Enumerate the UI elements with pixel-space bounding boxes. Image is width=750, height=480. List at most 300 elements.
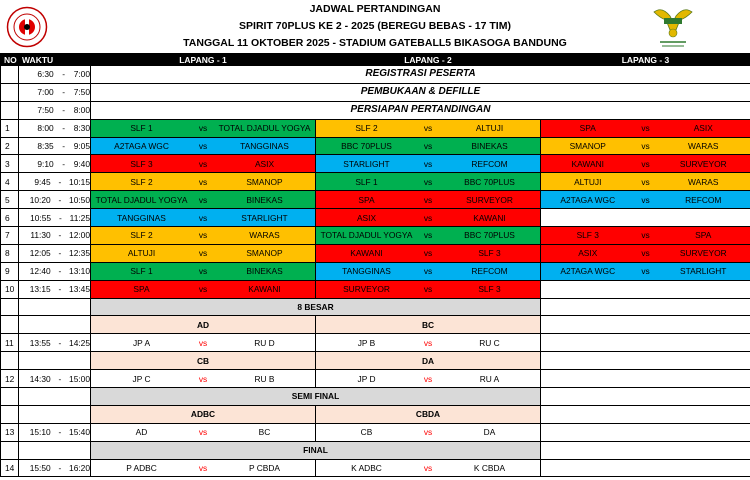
- team-a: ALTUJI: [574, 176, 602, 187]
- time-start: 8:35: [37, 141, 54, 151]
- time-end: 11:25: [69, 212, 90, 223]
- time-start: 14:30: [29, 373, 51, 384]
- row-number: 14: [1, 459, 19, 477]
- team-a: SLF 3: [576, 230, 599, 241]
- match-cell: [91, 262, 316, 280]
- team-a: ASIX: [578, 248, 598, 259]
- match-cell: [316, 227, 541, 245]
- time-cell: [19, 155, 91, 173]
- time-start: 12:40: [29, 266, 51, 277]
- bikasoga-logo: [650, 2, 696, 50]
- event-row: [1, 101, 750, 119]
- empty-cell: [541, 370, 750, 388]
- time-cell: [19, 262, 91, 280]
- time-dash: -: [58, 373, 62, 384]
- team-b: P CBDA: [248, 463, 281, 474]
- team-a: CB: [360, 427, 373, 438]
- team-a: SPA: [579, 123, 596, 134]
- time-start: 11:30: [30, 230, 51, 241]
- team-a: SLF 1: [355, 176, 378, 187]
- time-cell: [19, 173, 91, 191]
- title-line-1: JADWAL PERTANDINGAN: [309, 3, 441, 15]
- team-b: ASIX: [693, 123, 713, 134]
- time-end: 8:30: [73, 123, 90, 134]
- match-row: [1, 119, 750, 137]
- row-number: [1, 298, 19, 316]
- match-cell: [91, 119, 316, 137]
- time-end: 10:50: [69, 194, 90, 205]
- row-number: 2: [1, 137, 19, 155]
- event-label: PEMBUKAAN & DEFILLE: [91, 83, 750, 101]
- team-a: K ADBC: [351, 463, 382, 474]
- col-header-no: NO: [1, 54, 19, 66]
- time-start: 6:30: [37, 69, 54, 80]
- event-label: PERSIAPAN PERTANDINGAN: [91, 101, 750, 119]
- vs-label: vs: [641, 230, 650, 241]
- time-start: 10:55: [30, 212, 52, 223]
- time-start: 7:00: [37, 87, 54, 98]
- match-cell: [541, 191, 750, 209]
- vs-label: vs: [198, 212, 208, 223]
- team-a: BBC 70PLUS: [341, 141, 392, 151]
- match-cell: [316, 244, 541, 262]
- vs-label: vs: [423, 158, 433, 169]
- vs-label: vs: [198, 141, 208, 151]
- match-cell: [316, 119, 541, 137]
- round-label: SEMI FINAL: [91, 388, 541, 406]
- vs-label: vs: [641, 266, 650, 277]
- team-a: P ADBC: [126, 463, 157, 474]
- team-b: SPA: [695, 230, 712, 241]
- team-a: JP D: [357, 373, 376, 384]
- row-number: [1, 101, 19, 119]
- team-b: SLF 3: [478, 284, 501, 295]
- time-cell: [19, 388, 91, 406]
- time-end: 15:00: [69, 373, 90, 384]
- team-a: AD: [135, 427, 148, 438]
- knockout-row: [1, 459, 750, 477]
- team-a: TANGGINAS: [117, 212, 166, 223]
- col-header-waktu: WAKTU: [19, 54, 91, 66]
- row-number: [1, 388, 19, 406]
- title-line-2: SPIRIT 70PLUS KE 2 - 2025 (BEREGU BEBAS - 17 TIM): [239, 20, 511, 32]
- row-number: 6: [1, 209, 19, 227]
- time-dash: -: [58, 176, 62, 187]
- time-start: 12:05: [29, 248, 51, 259]
- team-b: TANGGINAS: [240, 141, 289, 151]
- time-cell: [19, 227, 91, 245]
- time-end: 7:00: [73, 69, 90, 80]
- time-cell: [19, 83, 91, 101]
- time-cell: [19, 66, 91, 84]
- time-cell: [19, 334, 91, 352]
- col-header-lapang-1: LAPANG - 1: [91, 54, 316, 66]
- time-start: 8:00: [37, 123, 54, 134]
- team-a: SURVEYOR: [343, 284, 390, 295]
- team-b: REFCOM: [685, 194, 722, 205]
- round-label: 8 BESAR: [91, 298, 541, 316]
- row-number: 7: [1, 227, 19, 245]
- match-row: [1, 262, 750, 280]
- event-label: REGISTRASI PESERTA: [91, 66, 750, 84]
- team-b: BINEKAS: [471, 141, 508, 151]
- vs-label: vs: [641, 123, 650, 134]
- vs-label: vs: [641, 158, 650, 169]
- vs-label: vs: [198, 427, 208, 438]
- time-end: 12:35: [69, 248, 90, 259]
- time-cell: [19, 441, 91, 459]
- vs-label: vs: [423, 123, 433, 134]
- team-a: TOTAL DJADUL YOGYA: [95, 194, 188, 205]
- match-cell: [91, 209, 316, 227]
- team-b: WARAS: [688, 176, 719, 187]
- match-row: [1, 209, 750, 227]
- team-a: ALTUJI: [127, 248, 156, 259]
- time-start: 13:15: [29, 284, 51, 295]
- team-b: RU C: [479, 337, 500, 348]
- vs-label: vs: [423, 463, 433, 474]
- team-b: REFCOM: [471, 158, 508, 169]
- team-b: WARAS: [249, 230, 280, 241]
- time-cell: [19, 209, 91, 227]
- row-number: 5: [1, 191, 19, 209]
- vs-label: vs: [198, 158, 208, 169]
- bracket-label: CBDA: [316, 405, 541, 423]
- time-start: 7:50: [37, 105, 54, 116]
- vs-label: vs: [198, 248, 208, 259]
- time-end: 10:15: [69, 176, 90, 187]
- match-cell: [316, 280, 541, 298]
- team-a: A2TAGA WGC: [114, 141, 169, 151]
- team-a: SPA: [358, 194, 375, 205]
- team-b: STARLIGHT: [680, 266, 727, 277]
- match-cell: [541, 280, 750, 298]
- team-b: DA: [483, 427, 496, 438]
- match-row: [1, 155, 750, 173]
- team-b: REFCOM: [471, 266, 508, 277]
- team-b: BINEKAS: [246, 194, 283, 205]
- vs-label: vs: [423, 248, 433, 259]
- team-b: STARLIGHT: [241, 212, 288, 223]
- vs-label: vs: [423, 337, 433, 348]
- vs-label: vs: [423, 284, 433, 295]
- schedule-table: [0, 53, 750, 477]
- knockout-row: [1, 370, 750, 388]
- team-a: SMANOP: [569, 141, 606, 151]
- match-cell: [541, 155, 750, 173]
- time-cell: [19, 298, 91, 316]
- team-b: RU D: [254, 337, 275, 348]
- vs-label: vs: [423, 266, 433, 277]
- empty-cell: [541, 316, 750, 334]
- time-dash: -: [58, 337, 62, 348]
- match-cell: [541, 119, 750, 137]
- match-row: [1, 137, 750, 155]
- time-end: 9:40: [73, 158, 90, 169]
- time-dash: -: [58, 248, 62, 259]
- time-cell: [19, 405, 91, 423]
- vs-label: vs: [423, 427, 433, 438]
- team-b: SMANOP: [246, 176, 283, 187]
- time-cell: [19, 280, 91, 298]
- time-cell: [19, 459, 91, 477]
- bracket-label: DA: [316, 352, 541, 370]
- time-start: 15:10: [29, 427, 51, 438]
- empty-cell: [541, 388, 750, 406]
- document-header: [0, 0, 750, 53]
- match-cell: [316, 370, 541, 388]
- match-cell: [316, 423, 541, 441]
- team-a: SLF 1: [130, 266, 153, 277]
- match-cell: [91, 334, 316, 352]
- bracket-label: AD: [91, 316, 316, 334]
- vs-label: vs: [198, 123, 208, 134]
- row-number: 12: [1, 370, 19, 388]
- knockout-row: [1, 423, 750, 441]
- match-cell: [91, 227, 316, 245]
- team-a: SPA: [133, 284, 150, 295]
- col-header-lapang-3: LAPANG - 3: [541, 54, 750, 66]
- vs-label: vs: [198, 284, 208, 295]
- vs-label: vs: [198, 266, 208, 277]
- match-cell: [91, 459, 316, 477]
- time-end: 14:25: [69, 337, 90, 348]
- time-end: 12:00: [69, 230, 90, 241]
- pergatsi-logo: [6, 6, 48, 48]
- time-end: 9:05: [73, 141, 90, 151]
- match-cell: [91, 370, 316, 388]
- team-b: SURVEYOR: [466, 194, 513, 205]
- time-dash: -: [58, 212, 62, 223]
- match-cell: [541, 262, 750, 280]
- vs-label: vs: [198, 337, 208, 348]
- team-b: ASIX: [254, 158, 275, 169]
- team-a: JP A: [132, 337, 151, 348]
- team-b: ALTUJI: [475, 123, 504, 134]
- match-cell: [316, 262, 541, 280]
- match-cell: [91, 191, 316, 209]
- row-number: 1: [1, 119, 19, 137]
- match-cell: [316, 173, 541, 191]
- team-b: RU B: [254, 373, 275, 384]
- match-cell: [316, 459, 541, 477]
- match-cell: [541, 209, 750, 227]
- match-row: [1, 191, 750, 209]
- bracket-label-row: [1, 316, 750, 334]
- team-b: BBC 70PLUS: [464, 176, 515, 187]
- team-a: SLF 3: [130, 158, 153, 169]
- round-row: [1, 298, 750, 316]
- vs-label: vs: [198, 194, 208, 205]
- team-b: SURVEYOR: [679, 248, 727, 259]
- match-cell: [91, 155, 316, 173]
- vs-label: vs: [423, 194, 433, 205]
- match-row: [1, 244, 750, 262]
- team-b: BBC 70PLUS: [464, 230, 515, 241]
- time-dash: -: [62, 158, 66, 169]
- time-end: 13:45: [69, 284, 90, 295]
- vs-label: vs: [641, 194, 650, 205]
- time-dash: -: [62, 123, 66, 134]
- time-end: 16:20: [69, 463, 90, 474]
- round-row: [1, 388, 750, 406]
- time-cell: [19, 137, 91, 155]
- team-a: ASIX: [356, 212, 377, 223]
- team-b: BC: [258, 427, 271, 438]
- team-b: K CBDA: [473, 463, 506, 474]
- time-dash: -: [58, 266, 62, 277]
- team-a: SLF 2: [130, 176, 153, 187]
- time-dash: -: [58, 230, 62, 241]
- empty-cell: [541, 459, 750, 477]
- vs-label: vs: [423, 230, 433, 241]
- vs-label: vs: [641, 141, 650, 151]
- team-b: SMANOP: [246, 248, 283, 259]
- row-number: [1, 441, 19, 459]
- empty-cell: [541, 405, 750, 423]
- bracket-label: BC: [316, 316, 541, 334]
- bracket-label-row: [1, 405, 750, 423]
- match-cell: [316, 334, 541, 352]
- match-cell: [541, 244, 750, 262]
- match-row: [1, 173, 750, 191]
- time-start: 10:20: [29, 194, 51, 205]
- time-dash: -: [62, 141, 66, 151]
- time-cell: [19, 423, 91, 441]
- match-cell: [316, 209, 541, 227]
- team-b: WARAS: [688, 141, 719, 151]
- row-number: 3: [1, 155, 19, 173]
- match-cell: [541, 227, 750, 245]
- empty-cell: [541, 352, 750, 370]
- empty-cell: [541, 423, 750, 441]
- match-row: [1, 227, 750, 245]
- col-header-lapang-2: LAPANG - 2: [316, 54, 541, 66]
- match-cell: [316, 155, 541, 173]
- match-cell: [316, 137, 541, 155]
- empty-cell: [541, 334, 750, 352]
- team-b: TOTAL DJADUL YOGYA: [218, 123, 311, 134]
- vs-label: vs: [423, 176, 433, 187]
- match-cell: [541, 173, 750, 191]
- row-number: [1, 66, 19, 84]
- match-cell: [91, 244, 316, 262]
- row-number: [1, 405, 19, 423]
- header-row: [1, 54, 750, 66]
- row-number: [1, 352, 19, 370]
- match-cell: [91, 423, 316, 441]
- time-end: 8:00: [73, 105, 90, 116]
- time-end: 7:50: [73, 87, 90, 98]
- time-cell: [19, 316, 91, 334]
- match-cell: [91, 137, 316, 155]
- time-start: 13:55: [29, 337, 51, 348]
- time-cell: [19, 244, 91, 262]
- row-number: 8: [1, 244, 19, 262]
- row-number: [1, 83, 19, 101]
- time-start: 9:45: [34, 176, 51, 187]
- vs-label: vs: [198, 463, 208, 474]
- event-row: [1, 83, 750, 101]
- time-dash: -: [62, 69, 66, 80]
- time-cell: [19, 119, 91, 137]
- team-b: KAWANI: [248, 284, 281, 295]
- time-cell: [19, 191, 91, 209]
- vs-label: vs: [423, 141, 433, 151]
- team-b: SLF 3: [478, 248, 501, 259]
- team-a: KAWANI: [571, 158, 604, 169]
- time-dash: -: [58, 463, 62, 474]
- team-a: JP C: [132, 373, 151, 384]
- match-row: [1, 280, 750, 298]
- row-number: 10: [1, 280, 19, 298]
- knockout-row: [1, 334, 750, 352]
- row-number: 4: [1, 173, 19, 191]
- team-a: TOTAL DJADUL YOGYA: [320, 230, 413, 241]
- match-cell: [91, 173, 316, 191]
- time-end: 13:10: [69, 266, 90, 277]
- team-a: SLF 2: [355, 123, 378, 134]
- vs-label: vs: [423, 212, 433, 223]
- match-cell: [91, 280, 316, 298]
- row-number: 9: [1, 262, 19, 280]
- team-a: STARLIGHT: [343, 158, 390, 169]
- team-a: TANGGINAS: [342, 266, 391, 277]
- row-number: 13: [1, 423, 19, 441]
- vs-label: vs: [198, 230, 208, 241]
- match-cell: [541, 137, 750, 155]
- bracket-label-row: [1, 352, 750, 370]
- vs-label: vs: [641, 248, 650, 259]
- team-b: BINEKAS: [246, 266, 283, 277]
- event-row: [1, 66, 750, 84]
- team-a: JP B: [357, 337, 376, 348]
- time-dash: -: [62, 105, 66, 116]
- team-a: A2TAGA WGC: [560, 194, 616, 205]
- bracket-label: CB: [91, 352, 316, 370]
- time-cell: [19, 370, 91, 388]
- team-a: SLF 2: [130, 230, 153, 241]
- title-line-3: TANGGAL 11 OKTOBER 2025 - STADIUM GATEBALL5 BIKASOGA BANDUNG: [183, 37, 567, 49]
- team-b: SURVEYOR: [679, 158, 727, 169]
- empty-cell: [541, 298, 750, 316]
- team-b: KAWANI: [473, 212, 506, 223]
- team-a: KAWANI: [350, 248, 383, 259]
- round-row: [1, 441, 750, 459]
- time-start: 9:10: [37, 158, 54, 169]
- vs-label: vs: [198, 176, 208, 187]
- round-label: FINAL: [91, 441, 541, 459]
- vs-label: vs: [423, 373, 433, 384]
- row-number: [1, 316, 19, 334]
- time-cell: [19, 101, 91, 119]
- time-dash: -: [58, 194, 62, 205]
- team-a: SLF 1: [130, 123, 153, 134]
- empty-cell: [541, 441, 750, 459]
- time-end: 15:40: [69, 427, 90, 438]
- time-start: 15:50: [29, 463, 51, 474]
- vs-label: vs: [198, 373, 208, 384]
- time-dash: -: [58, 427, 62, 438]
- team-b: RU A: [479, 373, 500, 384]
- time-dash: -: [58, 284, 62, 295]
- time-dash: -: [62, 87, 66, 98]
- vs-label: vs: [641, 176, 650, 187]
- bracket-label: ADBC: [91, 405, 316, 423]
- time-cell: [19, 352, 91, 370]
- team-a: A2TAGA WGC: [560, 266, 616, 277]
- match-cell: [316, 191, 541, 209]
